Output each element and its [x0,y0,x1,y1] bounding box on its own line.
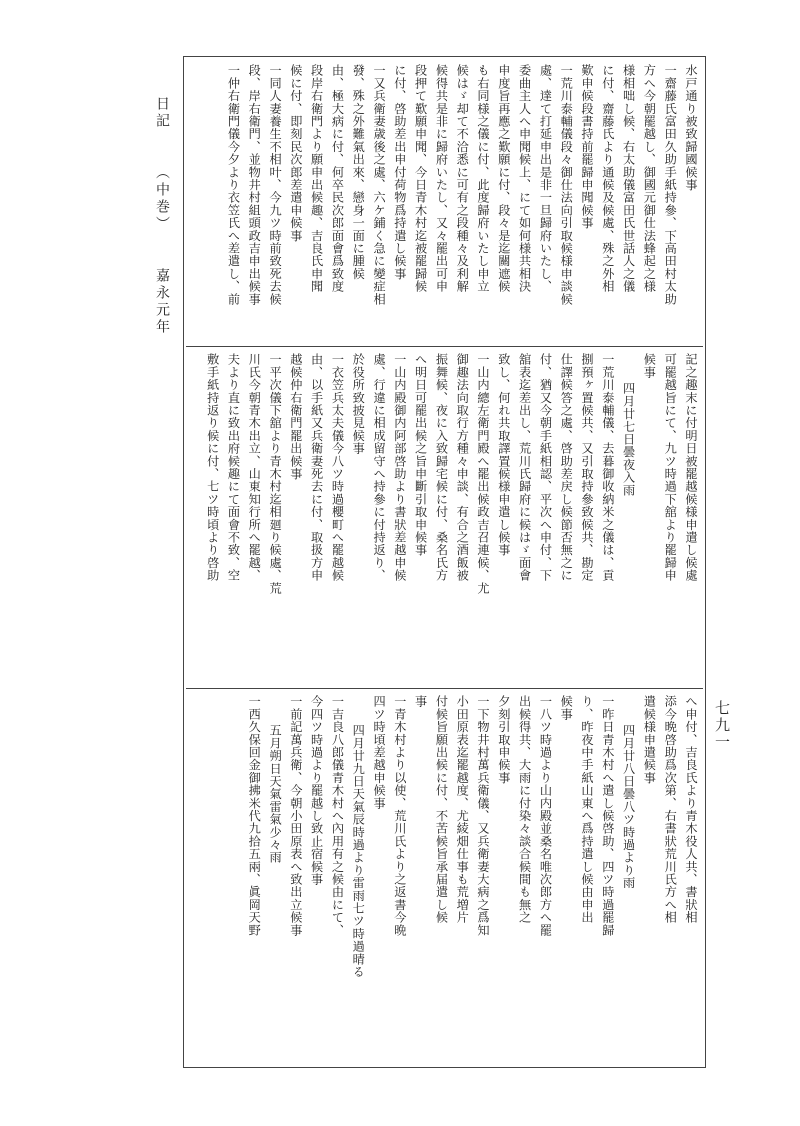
text-line: 可罷越旨にて、九ツ時過下舘より罷歸申 [663,353,678,582]
text-line: へ申付、吉良氏より青木役人共、書狀相 [684,695,698,924]
text-line: 一荒川泰輔儀段々御仕法向引取候様申談候 [559,64,574,306]
text-line: 候事 [559,695,574,721]
text-line: 付、猶又今朝手紙相認、平次へ申付、下 [538,353,553,582]
running-head-title: 日記 [154,96,170,130]
text-line: 方へ今朝罷越し、御國元御仕法蜂起之様 [642,64,657,293]
text-line: 於役所致披見候事 [351,353,366,455]
text-line: 一青木村より以使、荒川氏より之返書今晩 [392,695,407,937]
text-line: 四月廿七日曇夜入雨 [621,382,636,497]
running-head-era: 嘉永元年 [154,268,170,336]
text-tier-middle [186,346,703,686]
text-line: 一齋藤氏富田久助手紙持參、下高田村太助 [663,64,678,306]
text-line: 委曲主人へ申聞候上、にて如何様共相決 [517,64,532,293]
text-tier-top [186,58,703,344]
running-head-volume: （中巻） [154,165,170,233]
text-line: 一衣笠兵太夫儀今八ツ時過櫻町へ罷越候 [330,353,345,582]
text-line: 捌預ヶ置候共、又引取持參致候共、勘定 [580,353,595,582]
text-line: 振舞候、夜に入致歸宅候に付、桑名氏方 [434,353,449,582]
running-head [150,96,172,336]
text-line: 一昨日青木村へ遣し候啓助、四ツ時過罷歸 [600,695,615,937]
text-line: 處、達て打延申出是非一旦歸府いたし、 [538,64,553,293]
text-line: 事 [413,695,428,708]
text-line: 添今晩啓助爲次第、右書狀荒川氏方へ相 [663,695,678,924]
text-line: 小田原表迄罷越度、尤綾畑仕事も荒増片 [455,695,470,924]
text-line: 發、殊之外難氣出來、戀身一面に腫候 [351,64,366,280]
text-line: 一山内總左衛門殿へ罷出候政吉召連候、尤 [476,353,491,595]
text-line: 由、以手紙又兵衛妻死去に付、取扱方申 [309,353,324,582]
text-line: 一吉良八郎儀青木村へ內用有之候由にて、 [330,695,345,937]
text-line: 候はゞ却て不洽悉に可有之段種々及利解 [455,64,470,293]
text-line: 夕刻引取申候事 [496,695,511,784]
text-line: 段、岸右衛門、並物井村組頭政吉申出候事 [247,64,262,306]
text-line: 候に付、即刻民次郎差遣申候事 [288,64,303,242]
text-line: 水戸通り被致歸國候事 [684,64,698,191]
text-line: 越候仲右衛門罷出候事 [288,353,303,480]
text-line: 候事 [642,353,657,379]
text-line: 申度旨再應之歎願に付、段々是迄關遮候 [496,64,511,293]
text-line: に付、齋藤氏より通候及候處、殊之外相 [600,64,615,293]
text-line: 五月朔日天氣雷氣少々雨 [268,724,283,864]
text-line: 段岸右衛門より願申出候趣、吉良氏申聞 [309,64,324,293]
text-line: 舘表迄差出し、荒川氏歸府に候はゞ面會 [517,353,532,582]
text-line: 一西久保回金御拂米代九拾五兩、眞岡天野 [247,695,262,937]
text-line: に付、啓助差出申付荷物爲持遣し候事 [392,64,407,280]
text-line: も右同様之儀に付、此度歸府いたし申立 [476,64,491,293]
text-line: 一八ツ時過より山内殿並桑名唯次郎方へ罷 [538,695,553,937]
text-line: 四月廿九日天氣辰時過より雷雨七ツ時過晴る [351,724,366,979]
text-line: 一仲右衛門儀今夕より衣笠氏へ差遣し、前 [226,64,241,306]
text-line: り、昨夜中手紙山東へ爲持遣し候由申出 [580,695,595,924]
page-number: 七九一 [713,700,731,751]
text-line: 候得共是非に歸府いたし、又々罷出可申 [434,64,449,293]
text-line: 一下物井村萬兵衛儀、又兵衛妻大病之爲知 [476,695,491,937]
text-line: 夫より直に致出府候趣にて面會不致、空 [226,353,241,582]
text-line: 處、行違に相成留守へ持參に付持返り、 [372,353,387,582]
text-line: 一荒川泰輔儀、去暮御收納米之儀は、貢 [600,353,615,582]
text-line: 一前記萬兵衛、今朝小田原表へ致出立候事 [288,695,303,937]
text-line: 四月廿八日曇八ツ時過より雨 [621,724,636,890]
text-line: 一平次儀下舘より青木村迄相廻り候處、荒 [268,353,283,595]
text-line: 四ツ時頃差越申候事 [372,695,387,810]
text-line: 記之趣末に付明日被罷越候様申遣し候處 [684,353,698,582]
text-line: 遣候様申遣候事 [642,695,657,784]
text-tier-bottom [186,688,703,1066]
text-line: 由、極大病に付、何卒民次郎面會爲致度 [330,64,345,293]
text-line: 川氏今朝青木出立、山東知行所へ罷越、 [247,353,262,582]
text-line: 御趣法向取行方種々申談、有合之酒飯被 [455,353,470,582]
text-line: 段押て歎願申聞、今日青木村迄被罷歸候 [413,64,428,293]
text-line: へ明日可罷出候之旨申斷引取申候事 [413,353,428,557]
text-line: 致し、何れ共取譯置候様申遣し候事 [496,353,511,557]
text-line: 一又兵衛妻歳後之處、六ケ鋪く急に變症相 [372,64,387,306]
text-line: 付候旨願出候に付、不苦候旨承届遣し候 [434,695,449,924]
text-line: 一山内殿御内阿部啓助より書狀差越申候 [392,353,407,582]
text-line: 今四ツ時過より罷越し致止宿候事 [309,695,324,886]
text-line: 様相咄し候、右太助儀富田氏世話人之儀 [621,64,636,293]
text-line: 一同人妻養生不相叶、今九ツ時前致死去候 [268,64,283,306]
text-line: 仕譯候答之處、啓助差戻し候節否無之に [559,353,574,582]
text-line: 出候得共、大雨に付染々談合候間も無之 [517,695,532,924]
text-line: 歎申候段書持前罷歸申聞候事 [580,64,595,230]
text-line: 敷手紙持返り候に付、七ツ時頃より啓助 [205,353,220,582]
